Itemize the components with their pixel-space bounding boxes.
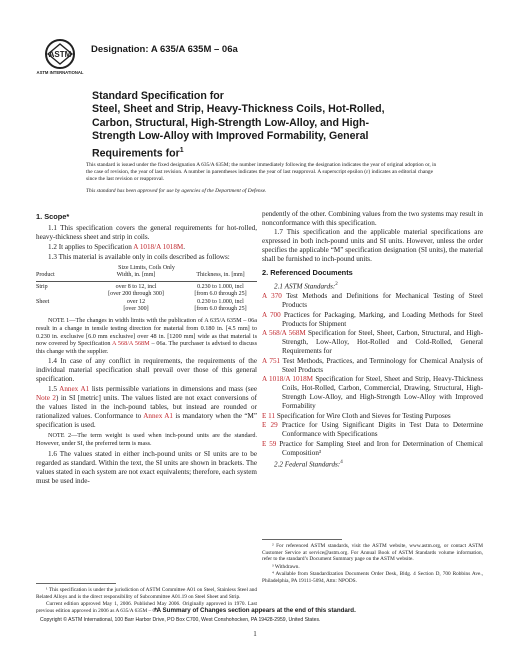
note-2: NOTE 2—The term weight is used when inch-pound units are the standard. However, under SI, the preferred term is mass. bbox=[36, 432, 257, 447]
table-row: [over 200 through 300] [from 6.0 through 25] bbox=[108, 291, 247, 298]
table-header: Product Width, in. [mm] Thickness, in. [mm] bbox=[36, 272, 257, 281]
section-2-heading: 2. Referenced Documents bbox=[262, 268, 353, 277]
para-1-5: 1.5 Annex A1 lists permissible variations in dimensions and mass (see Note 2) in SI [metric] units. The values listed are not exact conversions of the values listed in the inch-pound tables, but instead are rounded or rationalized values. Conformance to Annex A1 is mandatory when the “M” specification is used. bbox=[36, 385, 258, 430]
ref-code-link[interactable]: A 1018/A 1018M bbox=[262, 375, 314, 384]
footnote-4: ⁴ Available from Standardization Documents Order Desk, Bldg. 4 Section D, 700 Robbins Ave., Philadelphia, PA 19111-5094, Attn: NPODS. bbox=[262, 571, 483, 584]
section-1-heading: 1. Scope* bbox=[36, 212, 70, 221]
ref-code-link[interactable]: E 59 bbox=[262, 439, 277, 448]
footnote-1: ¹ This specification is under the jurisdiction of ASTM Committee A01 on Steel, Stainless Steel and Related Alloys and is the direct responsibility of Subcommittee A01.19 on Steel Sheet and Strip. bbox=[36, 587, 257, 600]
table-row: [over 300] [from 6.0 through 25] bbox=[123, 306, 247, 313]
issued-notice: This standard is issued under the fixed designation A 635/A 635M; the number immediately following the designation indicates the year of original adoption or, in the case of revision, the year of last revision. A number in parentheses indicates the year of last reapproval. A superscript epsilon (ε) indicates an editorial change since the last revision or reapproval. bbox=[86, 162, 437, 182]
ref-item: E 29 Practice for Using Significant Digits in Test Data to Determine Conformance with Specifications bbox=[262, 421, 483, 439]
footnote-1-edition: Current edition approved May 1, 2006. Published May 2006. Originally approved in 1970. Last previous edition approved in 2006 as A 635/A 635M – 06. bbox=[36, 601, 257, 614]
title-line-3: Carbon, Structural, High-Strength Low-Alloy, and High- bbox=[92, 116, 369, 129]
footnotes-right bbox=[262, 543, 483, 586]
para-1-4: 1.4 In case of any conflict in requirements, the requirements of the individual material specification shall prevail over those of this general specification. bbox=[36, 357, 257, 384]
ref-code-link[interactable]: A 751 bbox=[262, 356, 281, 365]
table-caption: Size Limits, Coils Only bbox=[118, 265, 175, 271]
summary-of-changes-notice: *A Summary of Changes section appears at the end of this standard. bbox=[154, 607, 356, 614]
title-line-2: Steel, Sheet and Strip, Heavy-Thickness Coils, Hot-Rolled, bbox=[92, 103, 385, 116]
note-1: NOTE 1—The changes in width limits with the publication of A 635/A 635M – 06a result in a change in tensile testing direction for material from 0.180 in. [4.5 mm] to 0.230 in. exclusive [6.0 mm exclusive] over 48 in. [1200 mm] wide as that material is now covered by Specification A 568/A 568M – 06a. The purchaser is advised to discuss this change with the supplier. bbox=[36, 317, 257, 355]
note-2-link[interactable]: Note 2 bbox=[36, 394, 56, 403]
subsection-2-1: 2.1 ASTM Standards:$^2$ bbox=[274, 282, 338, 291]
astm-logo bbox=[36, 38, 84, 76]
footnote-rule-right bbox=[262, 539, 342, 540]
subsection-2-2: 2.2 Federal Standards:$^4$ bbox=[274, 460, 343, 469]
ref-item: E 11 Specification for Wire Cloth and Sieves for Testing Purposes bbox=[262, 411, 451, 420]
ref-code-link[interactable]: A 700 bbox=[262, 310, 281, 319]
page-number: 1 bbox=[253, 630, 257, 638]
ref-code-link[interactable]: E 29 bbox=[262, 421, 278, 430]
para-1-1: 1.1 This specification covers the general requirements for hot-rolled, heavy-thickness sheet and strip in coils. bbox=[36, 224, 257, 241]
footnote-2: ² For referenced ASTM standards, visit the ASTM website, www.astm.org, or contact ASTM Customer Service at service@astm.org. For Annual Book of ASTM Standards volume information, refer to the standard’s Document Summary page on the ASTM website. bbox=[262, 543, 483, 563]
para-1-6-continued: pendently of the other. Combining values from the two systems may result in nonconformance with this specification. bbox=[262, 210, 483, 227]
ref-code-link[interactable]: A 568/A 568M bbox=[262, 329, 306, 338]
dod-notice: This standard has been approved for use by agencies of the Department of Defense. bbox=[86, 188, 267, 194]
svg-text:ASTM: ASTM bbox=[48, 50, 72, 59]
title-line-1: Standard Specification for bbox=[92, 90, 224, 102]
title-line-4: Strength Low-Alloy with Improved Formability, General bbox=[92, 130, 369, 143]
footnote-3: ³ Withdrawn. bbox=[272, 563, 300, 570]
document-title bbox=[92, 90, 422, 161]
right-column bbox=[262, 210, 483, 471]
title-line-5: Requirements for$^1$ bbox=[92, 146, 184, 160]
ref-item: A 1018/A 1018M Specification for Steel, Sheet and Strip, Heavy-Thickness Coils, Hot-Rolled, Carbon, Commercial, Drawing, Structural, High-Strength Low-Alloy, and High-Strength Low-Alloy with Improved Formability bbox=[262, 375, 484, 411]
para-1-2: 1.2 It applies to Specification A 1018/A 1018M. bbox=[48, 243, 186, 251]
ref-item: A 700 Practices for Packaging, Marking, and Loading Methods for Steel Products for Shipment bbox=[262, 310, 483, 328]
ref-item: E 59 Practice for Sampling Steel and Iron for Determination of Chemical Composition³ bbox=[262, 439, 483, 457]
annex-a1-link[interactable]: Annex A1 bbox=[143, 412, 173, 421]
table-row: Sheet over 12 0.230 to 1.000, incl bbox=[36, 298, 244, 305]
table-row: Strip over 8 to 12, incl 0.230 to 1.000, incl bbox=[36, 283, 244, 290]
title-footnote-mark: 1 bbox=[179, 146, 184, 154]
ref-link-a568[interactable]: A 568/A 568M bbox=[111, 340, 150, 348]
designation: Designation: A 635/A 635M – 06a bbox=[91, 44, 238, 55]
size-limits-table bbox=[36, 265, 257, 313]
ref-item: A 568/A 568M Specification for Steel, Sheet, Carbon, Structural, and High-Strength, Low-Alloy, Hot-Rolled and Cold-Rolled, General Requirements for bbox=[262, 329, 483, 356]
ref-code-link[interactable]: E 11 bbox=[262, 411, 276, 420]
ref-link-a1018[interactable]: A 1018/A 1018M bbox=[133, 243, 184, 251]
para-1-3: 1.3 This material is available only in coils described as follows: bbox=[48, 253, 230, 261]
logo-text: ASTM INTERNATIONAL bbox=[36, 70, 84, 75]
ref-code-link[interactable]: A 370 bbox=[262, 292, 282, 301]
left-column bbox=[36, 210, 257, 487]
para-1-6: 1.6 The values stated in either inch-pound units or SI units are to be regarded as standard. Within the text, the SI units are shown in brackets. The values stated in each system are not exact equivalents; therefore, each system must be used inde- bbox=[36, 449, 257, 485]
annex-a1-link[interactable]: Annex A1 bbox=[59, 385, 90, 394]
copyright-line: Copyright © ASTM International, 100 Barr Harbor Drive, PO Box C700, West Conshohocken, PA 19428-2959, United States. bbox=[40, 617, 321, 623]
ref-item: A 751 Test Methods, Practices, and Terminology for Chemical Analysis of Steel Products bbox=[262, 356, 483, 374]
para-1-7: 1.7 This specification and the applicable material specifications are expressed in both inch-pound units and SI units. However, unless the order specifies the applicable “M” specification designation (SI units), the material shall be furnished to inch-pound units. bbox=[262, 228, 483, 263]
ref-item: A 370 Test Methods and Definitions for Mechanical Testing of Steel Products bbox=[262, 292, 483, 310]
footnote-rule-left bbox=[36, 583, 116, 584]
